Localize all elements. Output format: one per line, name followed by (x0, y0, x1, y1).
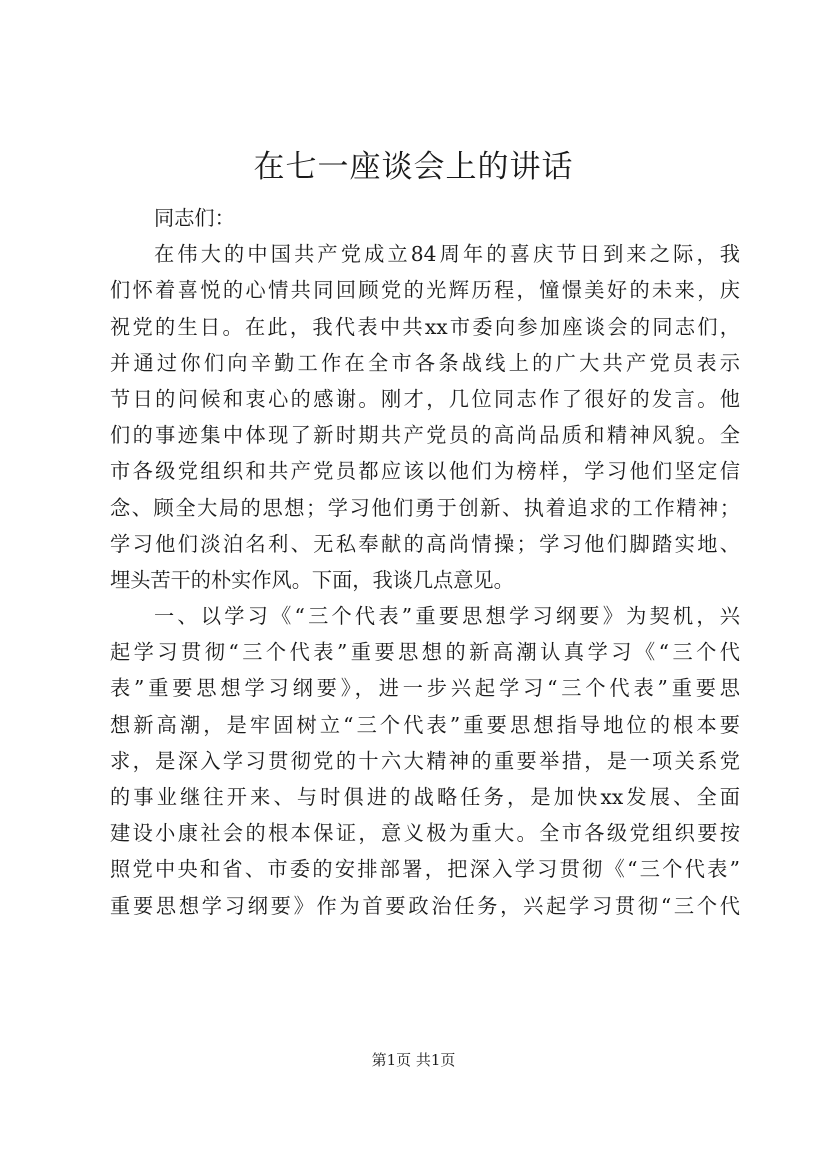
document-title: 在七一座谈会上的讲话 (253, 149, 574, 185)
paragraph-line: 们怀着喜悦的心情共同回顾党的光辉历程，憧憬美好的未来，庆 (110, 278, 740, 303)
paragraph-line: 节日的问候和衷心的感谢。刚才，几位同志作了很好的发言。他 (110, 386, 740, 411)
paragraph-line: 求，是深入学习贯彻党的十六大精神的重要举措，是一项关系党 (110, 748, 740, 773)
paragraph-line: 照党中央和省、市委的安排部署，把深入学习贯彻《“三个代表” (110, 857, 740, 882)
paragraph-line: 重要思想学习纲要》作为首要政治任务，兴起学习贯彻“三个代 (110, 893, 740, 918)
paragraph-line: 在伟大的中国共产党成立84周年的喜庆节日到来之际，我 (154, 242, 740, 267)
page-number-footer: 第1页 共1页 (371, 1051, 456, 1069)
paragraph-line: 的事业继往开来、与时俱进的战略任务，是加快xx发展、全面 (110, 785, 740, 809)
paragraph-line: 念、顾全大局的思想；学习他们勇于创新、执着追求的工作精神； (110, 495, 740, 520)
paragraph-line: 市各级党组织和共产党员都应该以他们为榜样，学习他们坚定信 (110, 459, 740, 484)
paragraph-line: 想新高潮，是牢固树立“三个代表”重要思想指导地位的根本要 (110, 712, 740, 737)
paragraph-line: 一、以学习《“三个代表”重要思想学习纲要》为契机，兴 (154, 604, 740, 629)
paragraph-line: 埋头苦干的朴实作风。下面，我谈几点意见。 (110, 567, 514, 592)
paragraph-line: 们的事迹集中体现了新时期共产党员的高尚品质和精神风貌。全 (110, 423, 740, 448)
document-body (110, 200, 740, 924)
paragraph-line: 建设小康社会的根本保证，意义极为重大。全市各级党组织要按 (110, 821, 740, 846)
paragraph-line: 起学习贯彻“三个代表”重要思想的新高潮认真学习《“三个代 (110, 640, 740, 665)
paragraph-line: 表”重要思想学习纲要》，进一步兴起学习“三个代表”重要思 (110, 676, 740, 701)
paragraph-line: 祝党的生日。在此，我代表中共xx市委向参加座谈会的同志们， (110, 314, 740, 339)
paragraph-line: 学习他们淡泊名利、无私奉献的高尚情操；学习他们脚踏实地、 (110, 531, 740, 556)
paragraph-line: 并通过你们向辛勤工作在全市各条战线上的广大共产党员表示 (110, 350, 740, 375)
salutation: 同志们： (154, 206, 235, 230)
